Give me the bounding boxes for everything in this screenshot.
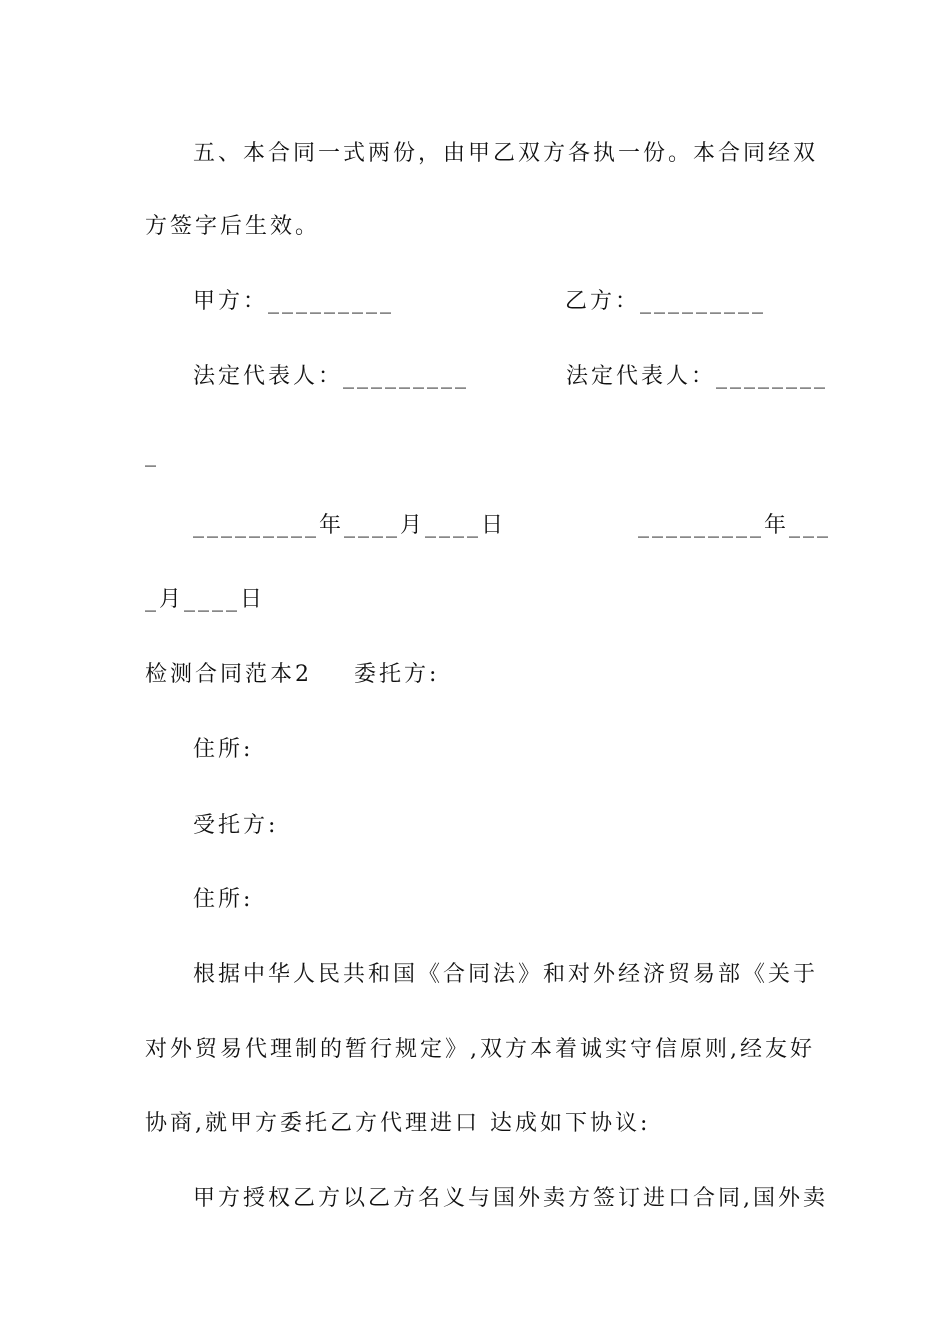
party-b-date-line-1: _________年___ <box>638 513 832 538</box>
party-b-date-line-2: _月____日 <box>145 587 266 612</box>
paragraph-2-line-1: 甲方授权乙方以乙方名义与国外卖方签订进口合同,国外卖 <box>193 1186 828 1211</box>
party-b-legal-rep-wrap: _ <box>145 442 159 467</box>
party-b-legal-rep: 法定代表人：________ <box>566 364 829 389</box>
paragraph-1-line-1: 根据中华人民共和国《合同法》和对外经济贸易部《关于 <box>193 962 819 987</box>
sample-2-title: 检测合同范本2 <box>145 662 312 687</box>
paragraph-1-line-2: 对外贸易代理制的暂行规定》,双方本着诚实守信原则,经友好 <box>145 1037 815 1062</box>
clause-5-line-2: 方签字后生效。 <box>145 214 321 239</box>
party-a-signature: 甲方：_________ <box>193 289 395 314</box>
party-a-date: _________年____月____日 <box>193 513 507 538</box>
agent-address: 住所: <box>193 887 254 912</box>
client-address: 住所: <box>193 737 254 762</box>
party-a-legal-rep: 法定代表人：_________ <box>193 364 470 389</box>
client-label: 委托方: <box>354 662 440 687</box>
agent-label: 受托方: <box>193 813 279 838</box>
party-b-signature: 乙方：_________ <box>565 289 767 314</box>
clause-5-line-1: 五、本合同一式两份，由甲乙双方各执一份。本合同经双 <box>193 141 819 166</box>
paragraph-1-line-3: 协商,就甲方委托乙方代理进口 达成如下协议: <box>145 1111 651 1136</box>
